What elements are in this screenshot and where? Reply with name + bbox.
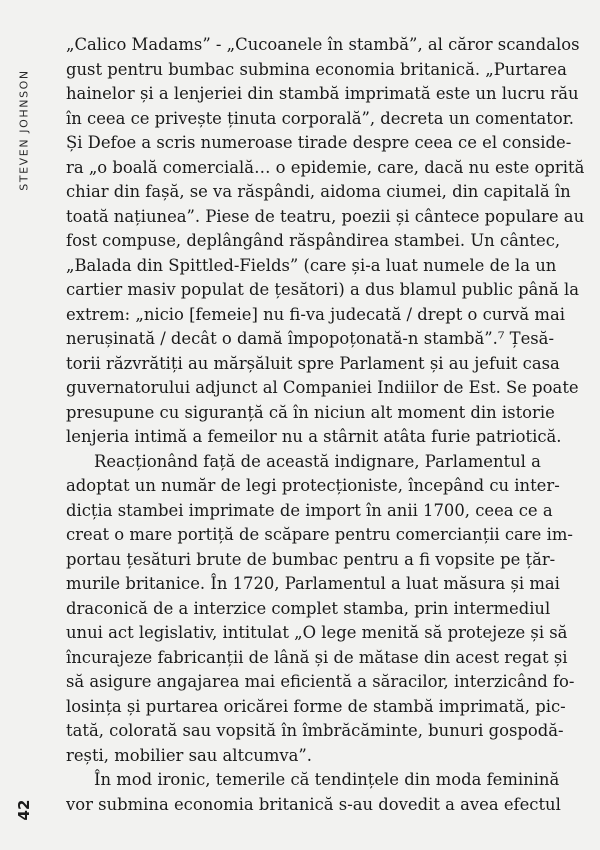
text-line: losința și purtarea oricărei forme de stambă imprimată, pic-: [66, 696, 566, 716]
text-line: gust pentru bumbac submina economia britanică. „Purtarea: [66, 59, 567, 79]
text-line: toată națiunea”. Piese de teatru, poezii și cântece populare au: [66, 206, 585, 226]
text-line: cartier masiv populat de țesători) a dus blamul public până la: [66, 280, 579, 299]
text-line: fost compuse, deplângând răspândirea stambei. Un cântec,: [66, 231, 561, 250]
text-line: extrem: „nicio [femeie] nu fi-va judecată / drept o curvă mai: [66, 304, 565, 324]
text-line: „Calico Madams” - „Cucoanele în stambă”, al căror scandalos: [66, 35, 580, 54]
text-line: vor submina economia britanică s-au dovedit a avea efectul: [66, 794, 561, 814]
text-line: torii răzvrătiți au mărșăluit spre Parlament și au jefuit casa: [66, 353, 560, 373]
text-line: să asigure angajarea mai eficientă a săracilor, interzicând fo-: [66, 672, 575, 691]
text-line: Și Defoe a scris numeroase tirade despre ceea ce el conside-: [66, 133, 572, 152]
text-line: În mod ironic, temerile că tendințele din moda feminină: [94, 770, 560, 789]
text-line: rești, mobilier sau altcumva”.: [66, 745, 313, 765]
text-line: „Balada din Spittled-Fields” (care și-a luat numele de la un: [66, 255, 557, 275]
text-line: unui act legislativ, intitulat „O lege menită să protejeze și să: [66, 623, 568, 642]
text-line: hainelor și a lenjeriei din stambă imprimată este un lucru rău: [66, 84, 579, 103]
text-line: încurajeze fabricanții de lână și de mătase din acest regat și: [66, 647, 568, 667]
text-line: creat o mare portiță de scăpare pentru comercianții care im-: [66, 525, 573, 544]
page-number-text: 42: [15, 799, 33, 821]
text-line: chiar din fașă, se va răspândi, aidoma ciumei, din capitală în: [66, 182, 571, 201]
body-text: [66, 33, 586, 817]
text-line: presupune cu siguranță că în niciun alt moment din istorie: [66, 402, 555, 422]
text-line: portau țesături brute de bumbac pentru a fi vopsite pe țăr-: [66, 549, 556, 569]
running-head-text: STEVEN JOHNSON: [17, 69, 31, 191]
text-line: lenjeria intimă a femeilor nu a stârnit atâta furie patriotică.: [66, 427, 562, 446]
text-line: în ceea ce privește ținuta corporală”, decreta un comentator.: [66, 108, 574, 128]
page-number: [4, 785, 44, 835]
text-line: nerușinată / decât o damă împopoțonată-n stambă”.⁷ Țesă-: [66, 329, 554, 348]
text-line: Reacționând față de această indignare, Parlamentul a: [94, 451, 541, 471]
text-line: guvernatorului adjunct al Companiei Indiilor de Est. Se poate: [66, 378, 579, 397]
running-head: [4, 30, 44, 230]
text-line: tată, colorată sau vopsită în îmbrăcăminte, bunuri gospodă-: [66, 721, 564, 740]
text-line: murile britanice. În 1720, Parlamentul a luat măsura și mai: [66, 574, 560, 593]
text-line: ra „o boală comercială… o epidemie, care, dacă nu este oprită: [66, 157, 585, 177]
text-line: draconică de a interzice complet stamba, prin intermediul: [66, 598, 551, 618]
text-line: adoptat un număr de legi protecționiste, începând cu inter-: [66, 476, 560, 495]
text-line: dicția stambei imprimate de import în anii 1700, ceea ce a: [66, 500, 553, 520]
